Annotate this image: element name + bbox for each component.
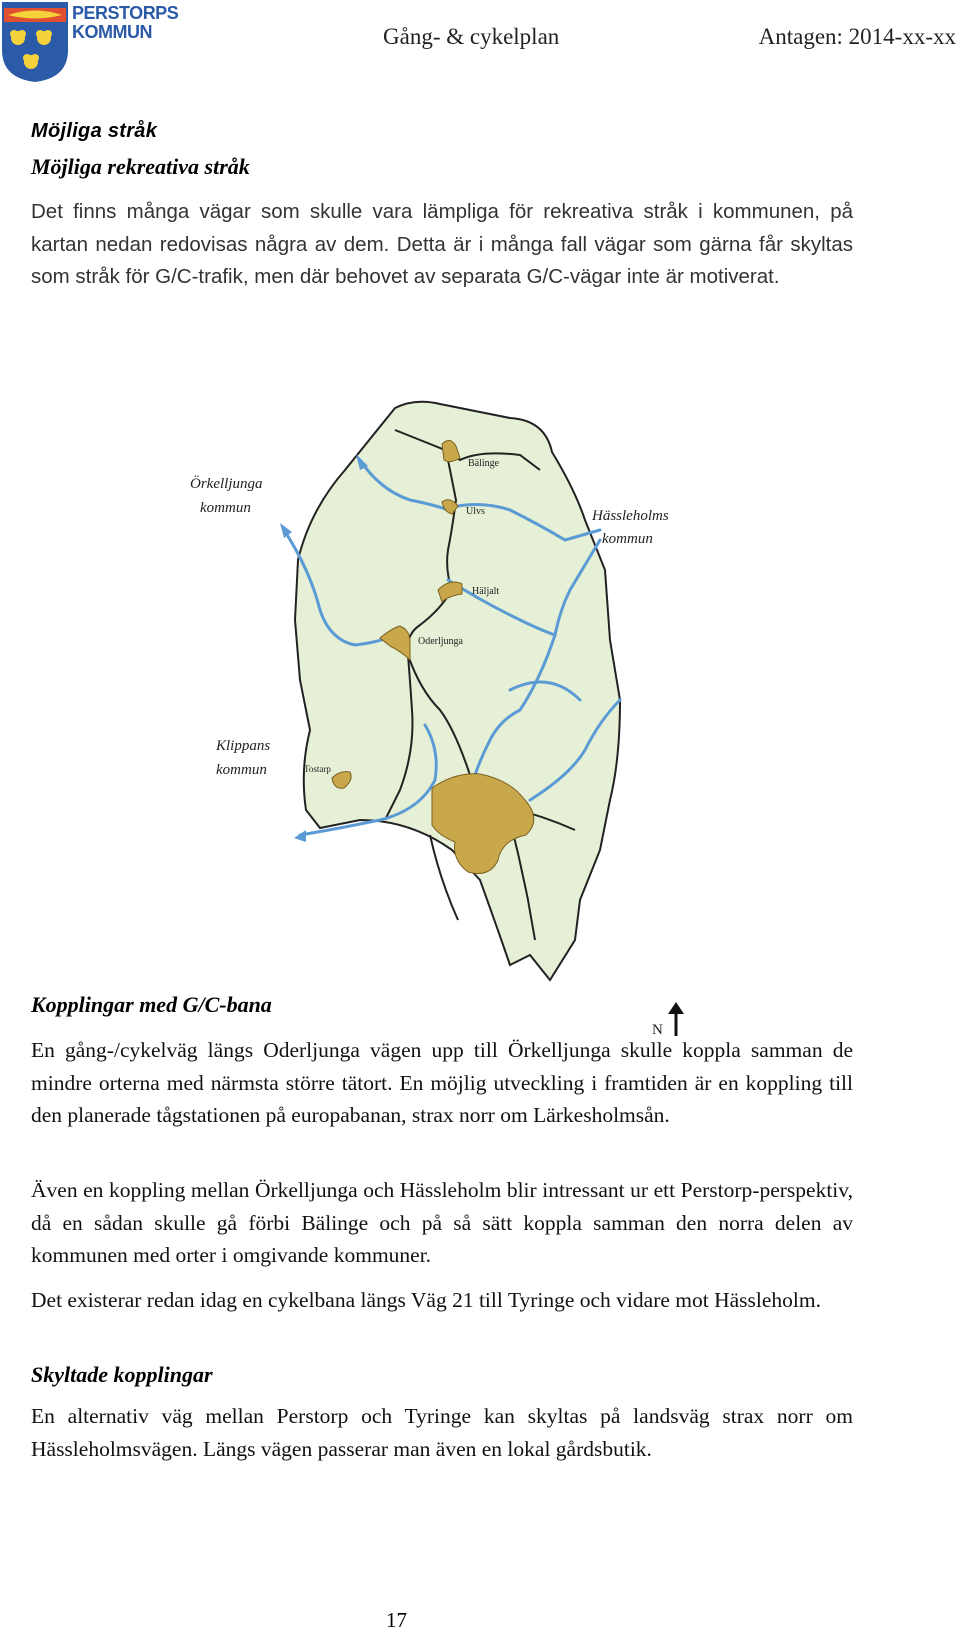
label-ulvs: Ulvs: [466, 506, 485, 517]
label-klippan: Klippans: [216, 738, 271, 754]
label-balinge: Bälinge: [468, 458, 500, 469]
label-klippan-kommun: kommun: [216, 762, 267, 778]
subheading-signed-connections: Skyltade kopplingar: [31, 1362, 213, 1387]
paragraph-gc-connections-1: En gång-/cykelväg längs Oderljunga vägen upp till Örkelljunga skulle koppla samman de mindre orterna med närmsta större tätort. En möjlig utveckling i framtiden är en koppling till den planerade tågstationen på europabanan, strax norr om Lärkesholmsån.: [31, 1038, 853, 1127]
paragraph-gc-connections-3: Det existerar redan idag en cykelbana längs Väg 21 till Tyringe och vidare mot Hässleholm.: [31, 1288, 821, 1312]
paragraph-gc-connections-2: Även en koppling mellan Örkelljunga och Hässleholm blir intressant ur ett Perstorp-perspektiv, då en sådan skulle gå förbi Bälinge och på så sätt koppla samman den norra delen av kommunen med orter i omgivande kommuner.: [31, 1178, 853, 1267]
document-title: Gång- & cykelplan: [383, 24, 560, 49]
label-orkelljunga-kommun: kommun: [200, 500, 251, 516]
north-arrow: [652, 1000, 686, 1038]
label-hassleholm-kommun: kommun: [602, 531, 653, 547]
subheading-gc-connections: Kopplingar med G/C-bana: [31, 992, 272, 1017]
north-label: N: [652, 1022, 663, 1038]
paragraph-recreational-routes: Det finns många vägar som skulle vara lämpliga för rekreativa stråk i kommunen, på kartan nedan redovisas några av dem. Detta är i många fall vägar som gärna får skyltas som stråk för G/C-trafik, men där behovet av separata G/C-vägar inte är motiverat.: [31, 200, 853, 288]
adoption-date: Antagen: 2014-xx-xx: [758, 24, 956, 49]
label-haljalt: Häljalt: [472, 586, 500, 597]
route-map: [180, 380, 720, 1050]
label-oderljunga: Oderljunga: [418, 636, 463, 647]
label-tostarp: Tostarp: [304, 764, 331, 774]
municipality-logo: [0, 0, 179, 90]
subheading-recreational-routes: Möjliga rekreativa stråk: [31, 154, 250, 179]
north-arrow-icon: [652, 1000, 686, 1038]
page-number: 17: [386, 1608, 407, 1632]
logo-text-perstorps: PERSTORPS: [72, 3, 179, 23]
label-hassleholm: Hässleholms: [592, 508, 669, 524]
label-orkelljunga: Örkelljunga: [190, 476, 263, 492]
route-map-svg: [180, 380, 720, 1050]
paragraph-signed-connections: En alternativ väg mellan Perstorp och Tyringe kan skyltas på landsväg strax norr om Hässleholmsvägen. Längs vägen passerar man även en lokal gårdsbutik.: [31, 1404, 853, 1461]
section-heading: Möjliga stråk: [31, 120, 158, 142]
coat-of-arms-icon: [0, 0, 70, 84]
logo-text-kommun: KOMMUN: [72, 22, 152, 42]
